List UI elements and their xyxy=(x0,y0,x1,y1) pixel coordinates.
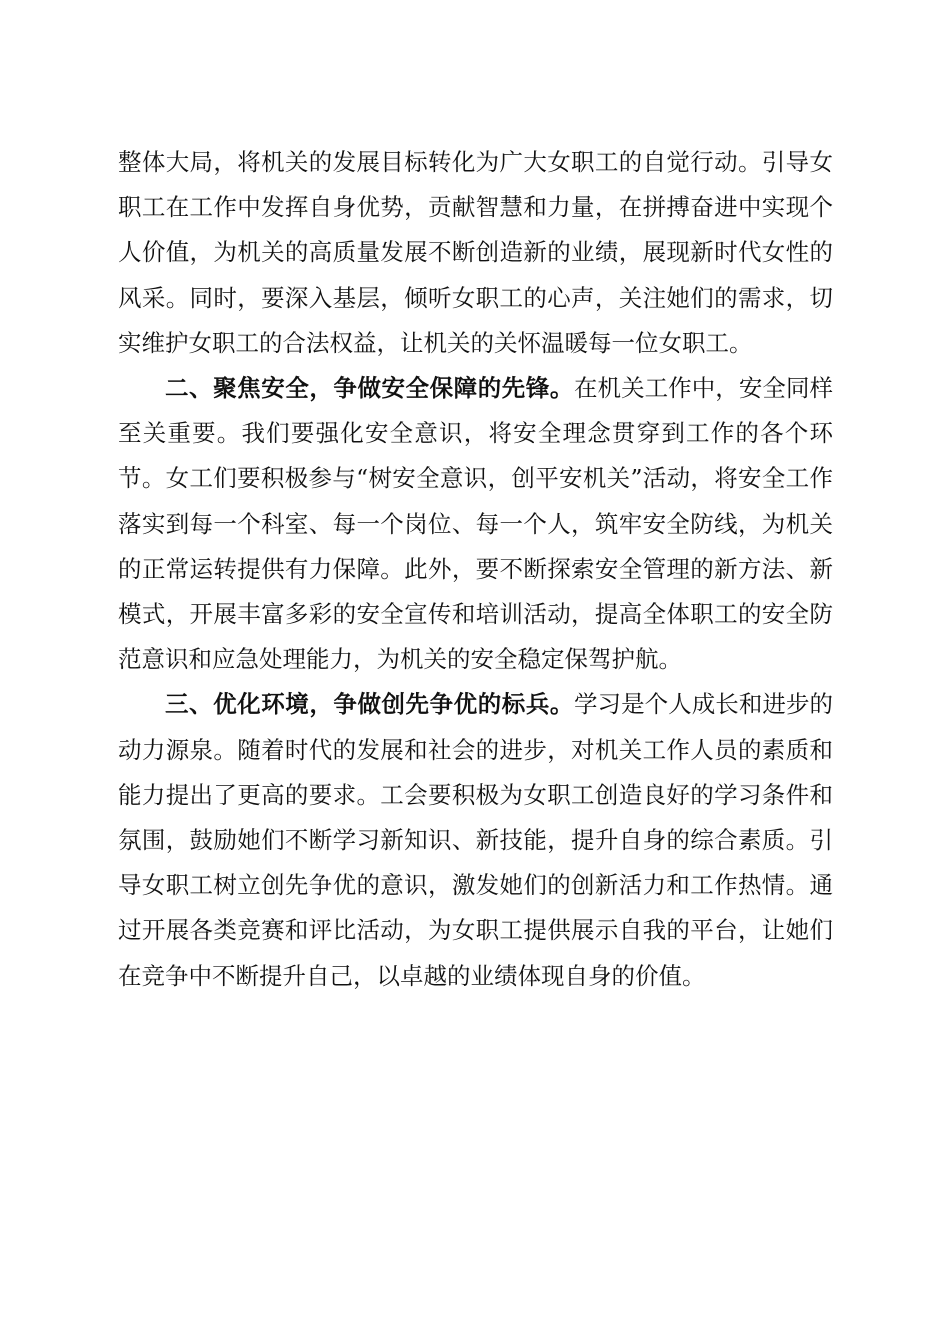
document-body xyxy=(118,140,833,999)
section-heading: 二、聚焦安全，争做安全保障的先锋。 xyxy=(165,374,574,403)
section-heading: 三、优化环境，争做创先争优的标兵。 xyxy=(165,690,574,719)
paragraph-body: 整体大局，将机关的发展目标转化为广大女职工的自觉行动。引导女职工在工作中发挥自身优势，贡献智慧和力量，在拼搏奋进中实现个人价值，为机关的高质量发展不断创造新的业绩，展现新时代女性的风采。同时，要深入基层，倾听女职工的心声，关注她们的需求，切实维护女职工的合法权益，让机关的关怀温暖每一位女职工。 xyxy=(118,148,833,357)
paragraph-body: 学习是个人成长和进步的动力源泉。随着时代的发展和社会的进步，对机关工作人员的素质和能力提出了更高的要求。工会要积极为女职工创造良好的学习条件和氛围，鼓励她们不断学习新知识、新技能，提升自身的综合素质。引导女职工树立创先争优的意识，激发她们的创新活力和工作热情。通过开展各类竞赛和评比活动，为女职工提供展示自我的平台，让她们在竞争中不断提升自己，以卓越的业绩体现自身的价值。 xyxy=(118,690,834,990)
paragraph-body: 在机关工作中，安全同样至关重要。我们要强化安全意识，将安全理念贯穿到工作的各个环节。女工们要积极参与“树安全意识，创平安机关”活动，将安全工作落实到每一个科室、每一个岗位、每一个人，筑牢安全防线，为机关的正常运转提供有力保障。此外，要不断探索安全管理的新方法、新模式，开展丰富多彩的安全宣传和培训活动，提高全体职工的安全防范意识和应急处理能力，为机关的安全稳定保驾护航。 xyxy=(118,374,834,674)
paragraph-continuation xyxy=(118,140,833,366)
paragraph-section-two xyxy=(118,366,833,682)
paragraph-section-three xyxy=(118,682,833,998)
